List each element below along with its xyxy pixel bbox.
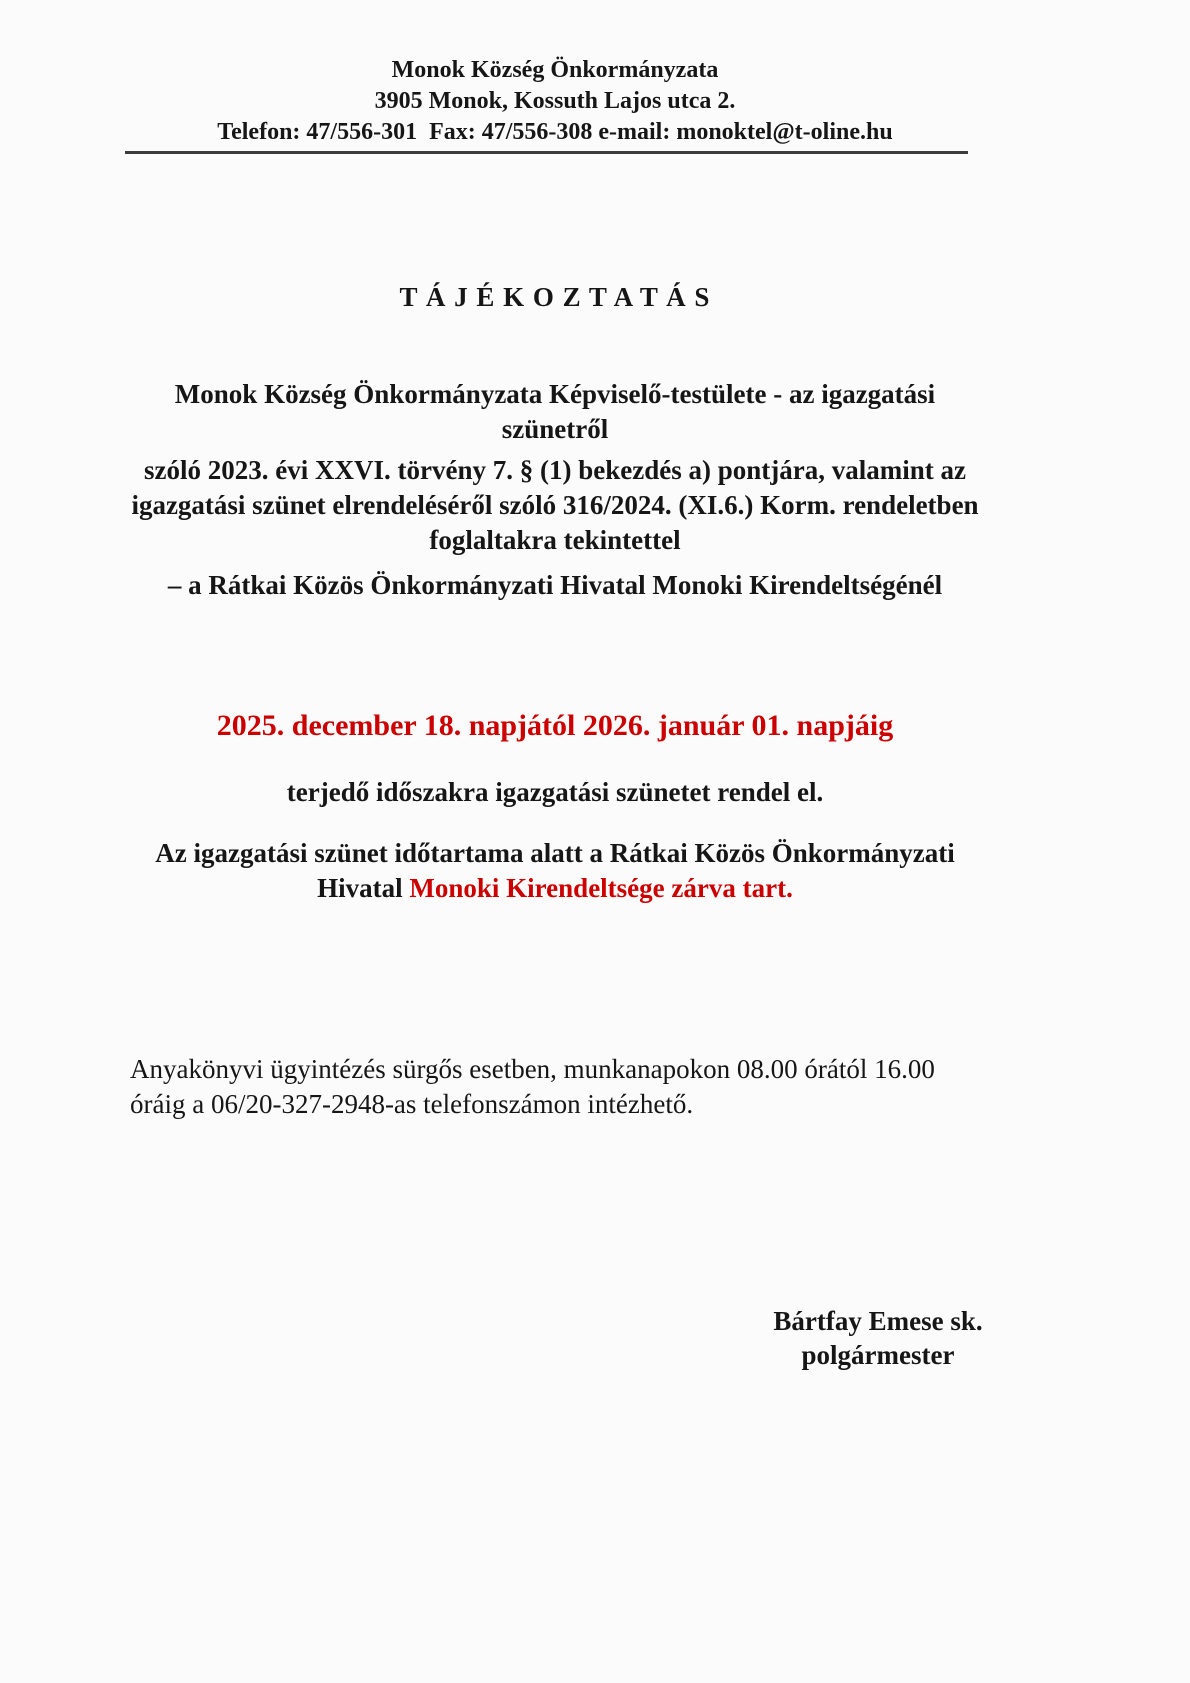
closure-date-range: 2025. december 18. napjától 2026. január 01. napjáig	[216, 709, 894, 742]
paragraph-closure	[130, 836, 980, 906]
signature-name: Bártfay Emese sk.	[773, 1306, 983, 1336]
letterhead-address: 3905 Monok, Kossuth Lajos utca 2.	[374, 88, 736, 114]
paragraph-subject-line-2: szóló 2023. évi XXVI. törvény 7. § (1) bekezdés a) pontjára, valamint az igazgatási szünet elrendeléséről szóló 316/2024. (XI.6.) Korm. rendeletben foglaltakra tekintettel	[131, 455, 979, 555]
closure-text-black: Az igazgatási szünet időtartama alatt a Rátkai Közös Önkormányzati Hivatal	[155, 838, 955, 903]
letterhead	[130, 0, 980, 148]
closure-text-red: Monoki Kirendeltsége zárva tart.	[409, 873, 793, 903]
signature-block	[718, 1304, 1038, 1372]
registry-office-note: Anyakönyvi ügyintézés sürgős esetben, munkanapokon 08.00 órától 16.00 óráig a 06/20-327-2948-as telefonszámon intézhető.	[130, 1054, 935, 1119]
signature-role: polgármester	[801, 1340, 955, 1370]
paragraph-office: – a Rátkai Közös Önkormányzati Hivatal Monoki Kirendeltségénél	[167, 570, 943, 600]
document-title: T Á J É K O Z T A T Á S	[399, 282, 711, 312]
letterhead-contact: Telefon: 47/556-301 Fax: 47/556-308 e-mail: monoktel@t-oline.hu	[217, 119, 893, 145]
letterhead-divider	[125, 151, 968, 154]
paragraph-subject-line-1: Monok Község Önkormányzata Képviselő-testülete - az igazgatási szünetről	[174, 379, 936, 444]
paragraph-order: terjedő időszakra igazgatási szünetet rendel el.	[286, 777, 824, 807]
letterhead-org-name: Monok Község Önkormányzata	[391, 57, 719, 83]
page-content	[130, 0, 983, 1372]
